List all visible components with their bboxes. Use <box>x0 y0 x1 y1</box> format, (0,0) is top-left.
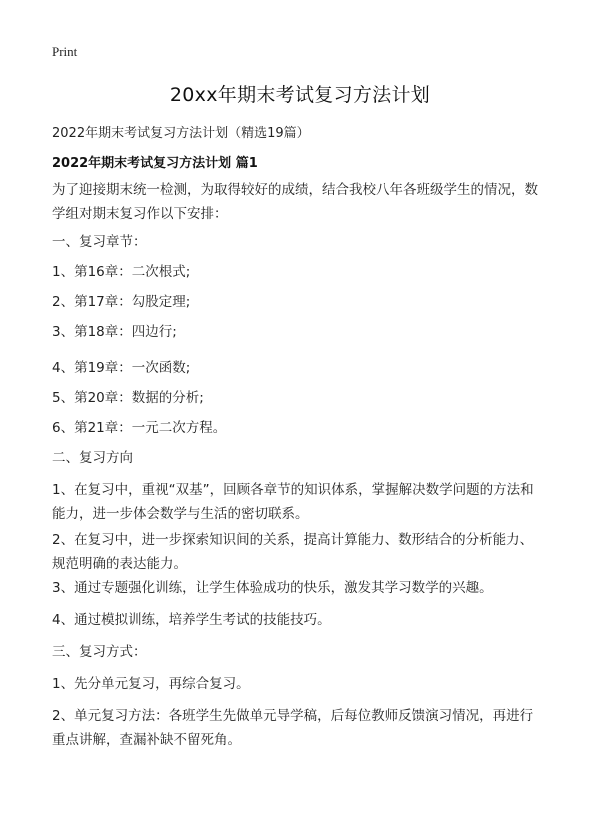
method-line: 1、先分单元复习，再综合复习。 <box>52 676 250 692</box>
document-title: 20xx年期末考试复习方法计划 <box>169 84 431 106</box>
method-paragraph <box>52 704 552 752</box>
direction-line: 2、在复习中，进一步探索知识间的关系，提高计算能力、数形结合的分析能力、 <box>52 532 534 548</box>
direction-line: 3、通过专题强化训练，让学生体验成功的快乐，激发其学习数学的兴趣。 <box>52 580 493 596</box>
chapter-item: 6、第21章：一元二次方程。 <box>52 420 227 436</box>
method-paragraph <box>52 672 552 696</box>
direction-line: 4、通过模拟训练，培养学生考试的技能技巧。 <box>52 612 331 628</box>
direction-line: 规范明确的表达能力。 <box>52 556 187 572</box>
chapter-item: 1、第16章：二次根式; <box>52 264 191 280</box>
part1-heading: 一、复习章节： <box>52 234 147 250</box>
part3-heading: 三、复习方式： <box>52 644 147 660</box>
method-line: 重点讲解，查漏补缺不留死角。 <box>52 732 241 748</box>
direction-paragraph <box>52 608 552 632</box>
chapter-item: 4、第19章：一次函数; <box>52 360 191 376</box>
method-line: 2、单元复习方法：各班学生先做单元导学稿，后每位教师反馈演习情况，再进行 <box>52 708 534 724</box>
chapter-item: 5、第20章：数据的分析; <box>52 390 204 406</box>
part2-heading: 二、复习方向 <box>52 450 133 466</box>
section-heading: 2022年期末考试复习方法计划 篇1 <box>52 156 258 171</box>
direction-paragraph <box>52 528 552 576</box>
document-subtitle: 2022年期末考试复习方法计划（精选19篇） <box>52 126 310 141</box>
direction-line: 能力，进一步体会数学与生活的密切联系。 <box>52 506 309 522</box>
print-label: Print <box>52 44 78 59</box>
chapter-item: 2、第17章：勾股定理; <box>52 294 191 310</box>
direction-paragraph <box>52 576 552 600</box>
direction-line: 1、在复习中，重视“双基”，回顾各章节的知识体系，掌握解决数学问题的方法和 <box>52 482 534 498</box>
direction-paragraph <box>52 478 552 526</box>
intro-line: 为了迎接期末统一检测，为取得较好的成绩，结合我校八年各班级学生的情况，数 <box>52 182 538 198</box>
intro-paragraph <box>52 178 552 226</box>
intro-line: 学组对期末复习作以下安排： <box>52 206 228 222</box>
chapter-item: 3、第18章：四边行; <box>52 324 177 340</box>
